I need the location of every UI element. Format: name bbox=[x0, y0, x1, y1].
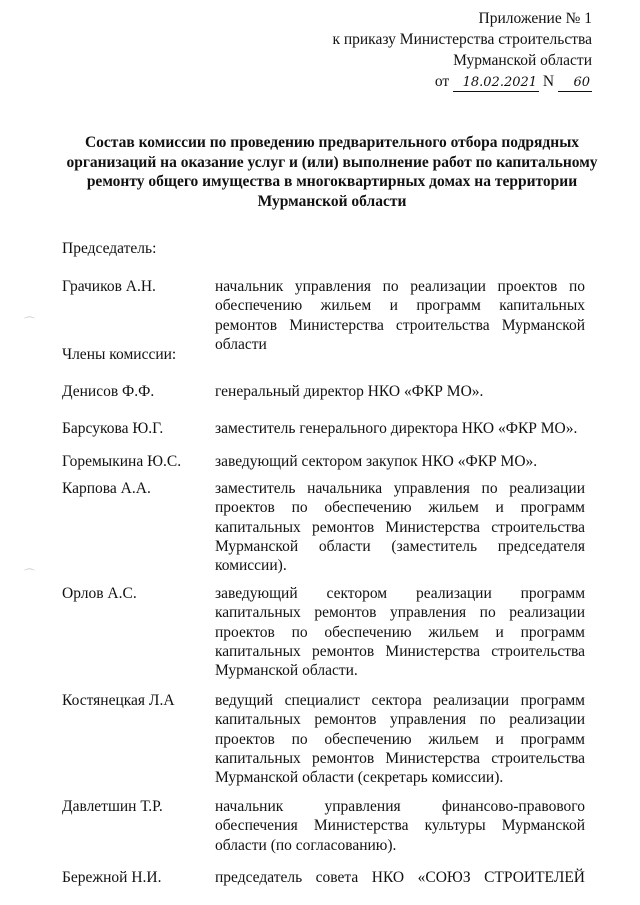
member-role: заместитель генерального директора НКО «ФКР МО». bbox=[215, 420, 578, 437]
member-role: председатель совета НКО «СОЮЗ СТРОИТЕЛЕЙ bbox=[215, 869, 585, 886]
appendix-header bbox=[332, 8, 592, 92]
member-role: заместитель начальника управления по реализации проектов по обеспечению жильем и программ капитальных ремонтов Министерства строительства Мурманской области (заместитель председателя комиссии). bbox=[215, 480, 585, 575]
document-title: Состав комиссии по проведению предварительного отбора подрядных организаций на оказание услуг и (или) выполнение работ по капитальному ремонту общего имущества в многоквартирных домах на территории Мурманской области bbox=[66, 134, 598, 210]
handwritten-number: 60 bbox=[558, 75, 592, 92]
member-name: Карпова А.А. bbox=[62, 480, 151, 497]
number-prefix: N bbox=[542, 73, 555, 90]
member-name: Грачиков А.Н. bbox=[62, 278, 156, 295]
appendix-title: Приложение № 1 bbox=[478, 10, 592, 27]
member-name: Денисов Ф.Ф. bbox=[62, 383, 155, 400]
member-role: заведующий сектором реализации программ капитальных ремонтов управления по реализации проектов по обеспечению жильем и программ капитальных ремонтов Министерства строительства Мурманской области. bbox=[215, 585, 585, 680]
member-name: Давлетшин Т.Р. bbox=[62, 798, 163, 815]
member-role: начальник управления по реализации проектов по обеспечению жильем и программ капитальных ремонтов Министерства строительства Мурманской области bbox=[215, 278, 585, 353]
date-prefix: от bbox=[434, 73, 450, 90]
member-role: начальник управления финансово-правового обеспечения Министерства культуры Мурманской области (по согласованию). bbox=[215, 798, 585, 854]
member-name: Горемыкина Ю.С. bbox=[62, 453, 182, 470]
member-role: ведущий специалист сектора реализации программ капитальных ремонтов управления по реализации проектов по обеспечению жильем и программ капитальных ремонтов Министерства строительства Мурманской области (секретарь комиссии). bbox=[215, 692, 585, 787]
members-label: Члены комиссии: bbox=[62, 346, 177, 363]
member-name: Костянецкая Л.А bbox=[62, 692, 175, 709]
member-name: Барсукова Ю.Г. bbox=[62, 420, 164, 437]
member-role: заведующий сектором закупок НКО «ФКР МО». bbox=[215, 453, 538, 470]
member-role: генеральный директор НКО «ФКР МО». bbox=[215, 383, 484, 400]
scan-artifact-mark: ⌒ bbox=[24, 569, 35, 581]
chair-label: Председатель: bbox=[62, 240, 157, 257]
handwritten-date: 18.02.2021 bbox=[453, 75, 539, 92]
appendix-region: Мурманской области bbox=[453, 52, 592, 69]
scan-artifact-mark: ⌒ bbox=[24, 317, 35, 329]
member-name: Бережной Н.И. bbox=[62, 869, 162, 886]
appendix-date-line bbox=[435, 71, 592, 92]
appendix-order-ref: к приказу Министерства строительства bbox=[332, 31, 592, 48]
member-name: Орлов А.С. bbox=[62, 585, 137, 602]
